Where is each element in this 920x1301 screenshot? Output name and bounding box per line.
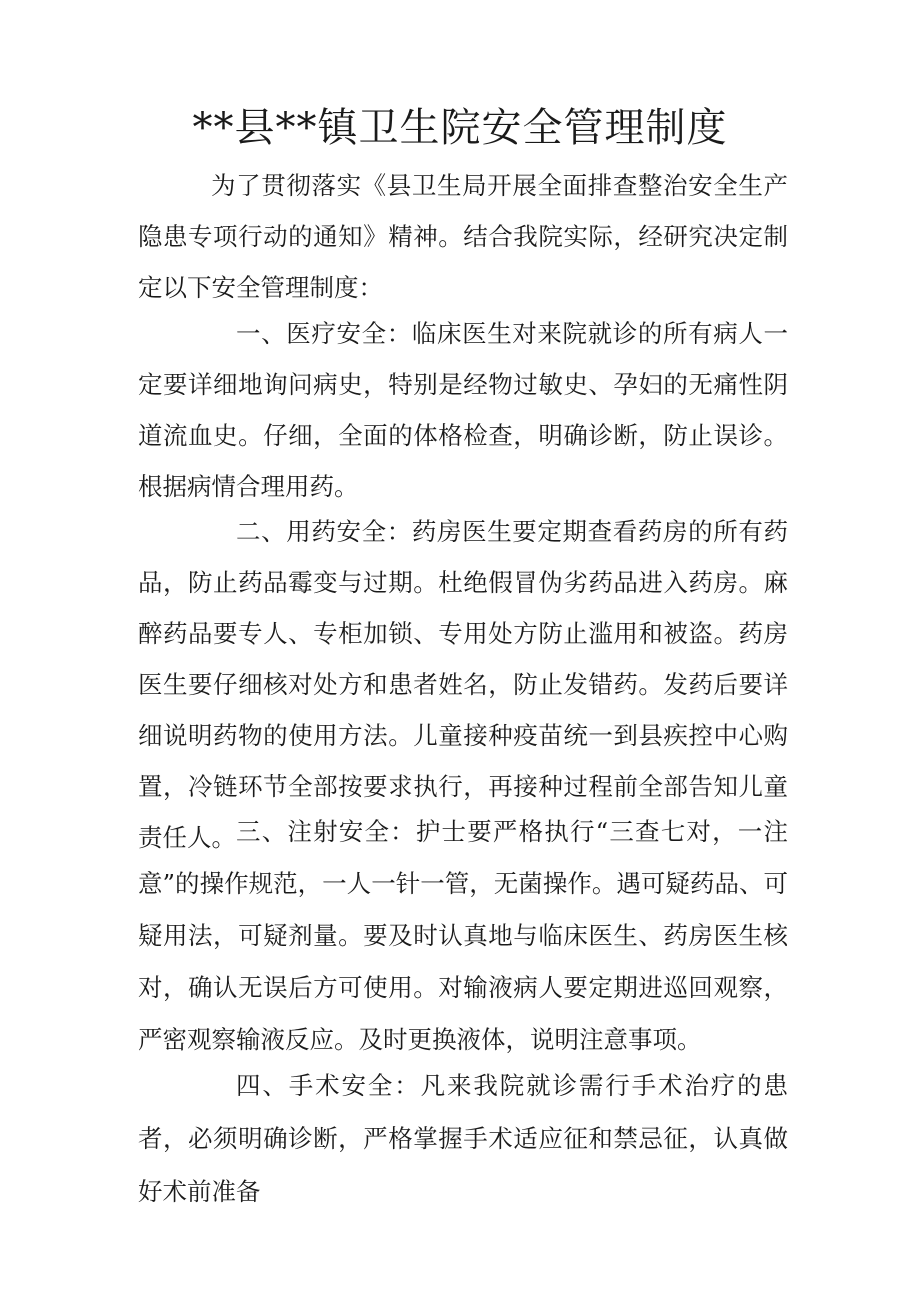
intro-paragraph: 为了贯彻落实《县卫生局开展全面排查整治安全生产隐患专项行动的通知》精神。结合我院实际，经研究决定制定以下安全管理制度： — [138, 171, 788, 302]
section-surgery-safety: 四、手术安全：凡来我院就诊需行手术治疗的患者，必须明确诊断，严格掌握手术适应征和禁忌征，认真做好术前准备 — [138, 1071, 788, 1206]
section-injection-safety: 三、注射安全：护士要严格执行“三查七对，一注意”的操作规范，一人一针一管，无菌操作。遇可疑药品、可疑用法，可疑剂量。要及时认真地与临床医生、药房医生核对，确认无误后方可使用。对输液病人要定期进巡回观察，严密观察输液反应。及时更换液体，说明注意事项。 — [138, 817, 788, 1054]
section-medical-safety: 一、医疗安全：临床医生对来院就诊的所有病人一定要详细地询问病史，特别是经物过敏史、孕妇的无痛性阴道流血史。仔细，全面的体格检查，明确诊断，防止误诊。根据病情合理用药。 — [138, 319, 788, 501]
section-medication-safety: 二、用药安全：药房医生要定期查看药房的所有药品，防止药品霉变与过期。杜绝假冒伪劣药品进入药房。麻醉药品要专人、专柜加锁、专用处方防止滥用和被盗。药房医生要仔细核对处方和患者姓名，防止发错药。发药后要详细说明药物的使用方法。儿童接种疫苗统一到县疾控中心购置，冷链环节全部按要求执行，再接种过程前全部告知儿童责任人。 — [138, 517, 788, 852]
document-title: **县**镇卫生院安全管理制度 — [192, 105, 728, 151]
